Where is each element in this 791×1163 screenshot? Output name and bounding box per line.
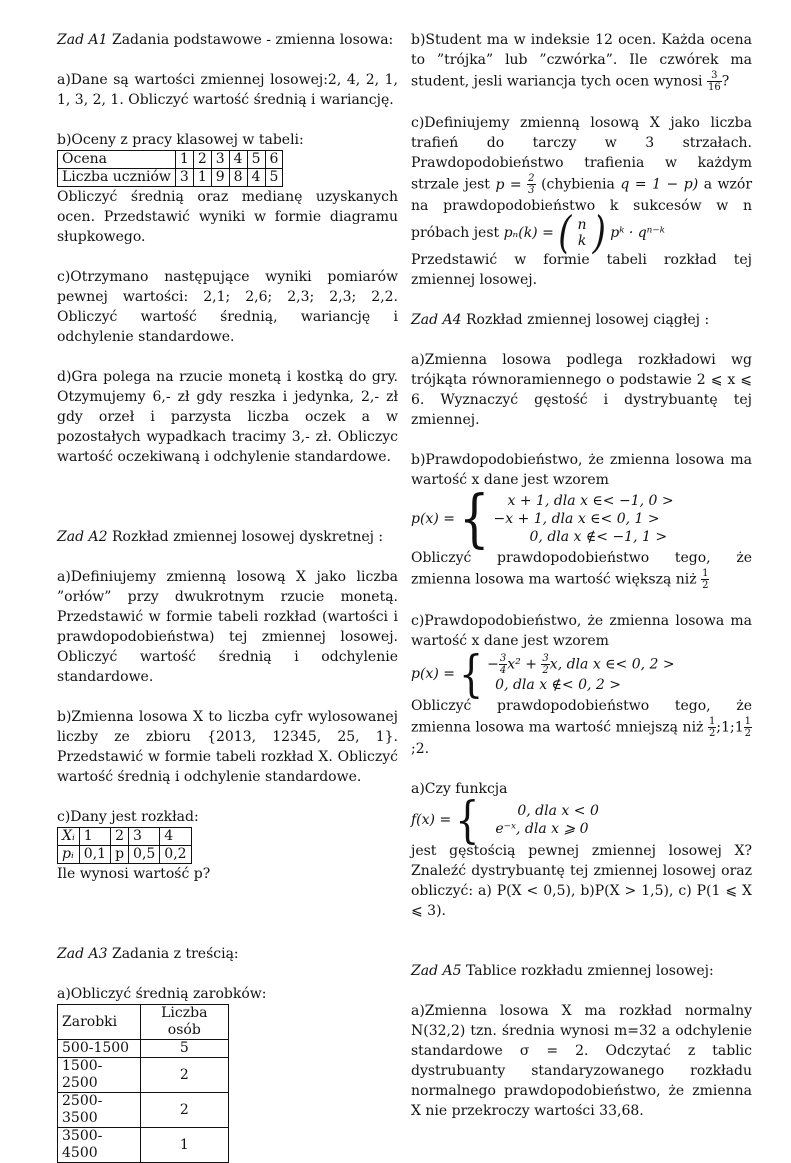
table-cell: 2 (140, 1093, 228, 1128)
salary-header-row (58, 1005, 229, 1040)
p-equation: p = $\frac{2}{3}$ (495, 173, 535, 196)
a1-part-c: c)Otrzymano następujące wyniki pomiarów pewnej wartości: 2,1; 2,6; 2,3; 2,3; 2,2. Obliczyć wartość średnią, wariancję i odchylenie standardowe. (57, 269, 398, 345)
table-cell: 5 (247, 151, 265, 169)
table-header-cell: Liczba osób (140, 1005, 228, 1040)
table-cell: 2 (140, 1058, 228, 1093)
fraction: $\frac{3}{16}$ (708, 70, 721, 93)
a1-heading (57, 30, 398, 50)
a4-part-d-intro: a)Czy funkcja (411, 781, 508, 797)
a4-part-c-task: Obliczyć prawdopodobieństwo tego, że zmienna losowa ma wartość mniejszą niż $\frac{1}{2}$ ;1;1 $\frac{1}{2}$ ;2. (411, 698, 752, 757)
distribution-row-p (58, 846, 192, 864)
a1-part-d: d)Gra polega na rzucie monetą i kostką do gry. Otzymujemy 6,- zł gdy reszka i jedynka, 2,- zł gdy orzeł i parzysta liczba oczek a w pozostałych wypadkach tracimy 3,- zł. Obliczyc wartość oczekiwaną i odchylenie standardowe. (57, 369, 398, 465)
table-row (58, 1128, 229, 1163)
a2-heading (57, 527, 398, 547)
a4-part-d-task: jest gęstością pewnej zmiennej losowej X? Znaleźć dystrybuantę tej zmiennej losowej oraz obliczyć: a) P(X < 0,5), b)P(X > 1,5), c) P(1 ⩽ X ⩽ 3). (411, 843, 752, 919)
table-cell: Xᵢ (58, 828, 80, 846)
a2-part-b: b)Zmienna losowa X to liczba cyfr wylosowanej liczby ze zbioru {2013, 12345, 25, 1}. Przedstawić w formie tabeli rozkład X. Obliczyć wartość średnią i odchylenie standardowe. (57, 709, 398, 785)
a3-part-a-intro: a)Obliczyć średnią zarobków: (57, 986, 267, 1002)
table-cell: 0,2 (160, 846, 191, 864)
table-cell: 9 (211, 169, 229, 187)
fraction: $\frac{3}{4}$ (499, 653, 507, 676)
table-cell: 5 (265, 169, 283, 187)
salary-table (57, 1004, 229, 1163)
a1-part-a: a)Dane są wartości zmiennej losowej:2, 4, 2, 1, 1, 3, 2, 1. Obliczyć wartość średnią i wariancję. (57, 72, 398, 108)
table-row (58, 1093, 229, 1128)
piecewise-cases: − $\frac{3}{4}$ x² + $\frac{3}{2}$ x, dla x ∈< 0, 2 > 0, dla x ∉< 0, 2 > (487, 653, 675, 693)
a4-part-b-task: Obliczyć prawdopodobieństwo tego, że zmienna losowa ma wartość większą niż $\frac{1}{2}$ (411, 550, 752, 591)
table-cell: 3 (129, 828, 160, 846)
table-header-cell: Zarobki (58, 1005, 141, 1040)
a3-heading (57, 944, 398, 964)
a3-part-b-text: b)Student ma w indeksie 12 ocen. Każda ocena to ”trójka” lub ”czwórka”. Ile czwórek ma student, jesli wariancja tych ocen wynosi (411, 32, 752, 90)
grades-row-grade (58, 151, 283, 169)
binomial-coefficient: ( n k ) (558, 207, 606, 259)
a1-title: Zadania podstawowe - zmienna losowa: (111, 32, 394, 48)
fraction: $\frac{2}{3}$ (528, 173, 535, 196)
distribution-row-x (58, 828, 192, 846)
piecewise-cases: 0, dla x < 0 e⁻ˣ, dla x ⩾ 0 (495, 803, 599, 837)
table-cell: 6 (265, 151, 283, 169)
a4-label: Zad A4 (411, 312, 462, 328)
table-cell: Liczba uczniów (58, 169, 176, 187)
a2-part-a: a)Definiujemy zmienną losową X jako liczba ”orłów” przy dwukrotnym rzucie monetą. Przedstawić w formie tabeli rozkład (wartości i prawdopodobieństwa) tej zmiennej losowej. Obliczyć wartość średnią i odchylenie standardowe. (57, 569, 398, 685)
table-cell: 1 (79, 828, 110, 846)
a4-title: Rozkład zmiennej losowej ciągłej : (465, 312, 710, 328)
fraction: $\frac{1}{2}$ (702, 568, 709, 591)
a1-part-b-task: Obliczyć średnią oraz medianę uzyskanych ocen. Przedstawić wyniki w formie diagramu słupkowego. (57, 189, 398, 245)
table-cell: 3 (211, 151, 229, 169)
table-row (58, 1058, 229, 1093)
table-cell: 4 (247, 169, 265, 187)
table-cell: pᵢ (58, 846, 80, 864)
table-cell: 1 (140, 1128, 228, 1163)
a2-label: Zad A2 (57, 529, 108, 545)
grades-table (57, 150, 283, 187)
table-cell: 2 (193, 151, 211, 169)
left-column (57, 30, 398, 1163)
grades-row-count (58, 169, 283, 187)
table-cell: 8 (229, 169, 247, 187)
a4-heading (411, 310, 752, 330)
table-cell: 5 (140, 1040, 228, 1058)
table-cell: 500-1500 (58, 1040, 141, 1058)
a2-title: Rozkład zmiennej losowej dyskretnej : (111, 529, 384, 545)
a4-part-b-intro: b)Prawdopodobieństwo, że zmienna losowa ma wartość x dane jest wzorem (411, 452, 752, 488)
table-cell: 2500-3500 (58, 1093, 141, 1128)
brace: { (458, 644, 484, 703)
a1-part-b-intro: b)Oceny z pracy klasowej w tabeli: (57, 132, 304, 148)
fraction: $\frac{1}{2}$ (709, 716, 716, 739)
table-cell: 3 (175, 169, 193, 187)
a2-part-c-question: Ile wynosi wartość p? (57, 866, 211, 882)
brace: { (455, 791, 480, 849)
binomial-formula: pₙ(k) = ( n k ) pᵏ · qⁿ⁻ᵏ (503, 207, 665, 259)
table-cell: 1 (175, 151, 193, 169)
table-cell: 1500-2500 (58, 1058, 141, 1093)
a2-part-c-intro: c)Dany jest rozkład: (57, 809, 199, 825)
brace: { (458, 482, 490, 556)
a5-part-a: a)Zmienna losowa X ma rozkład normalny N(32,2) tzn. średnia wynosi m=32 a odchylenie standardowe σ = 2. Odczytać z tablic dystrubuanty standaryzowanego rozkładu normalnego prawdopodobieństwo, że zmienna X nie przekroczy wartości 33,68. (411, 1003, 752, 1119)
table-cell: 2 (111, 828, 129, 846)
distribution-table (57, 827, 192, 864)
a3-label: Zad A3 (57, 946, 108, 962)
a5-label: Zad A5 (411, 963, 462, 979)
piecewise-d: f(x) = { 0, dla x < 0 e⁻ˣ, dla x ⩾ 0 (411, 791, 599, 849)
piecewise-cases: x + 1, dla x ∈< −1, 0 > −x + 1, dla x ∈< 0, 1 > 0, dla x ∉< −1, 1 > (493, 493, 674, 545)
table-cell: 0,5 (129, 846, 160, 864)
table-cell: Ocena (58, 151, 176, 169)
piecewise-c: p(x) = { − $\frac{3}{4}$ x² + $\frac{3}{2}$ x, dla x ∈< 0, 2 > 0, dla x ∉< 0, 2 > (411, 644, 675, 703)
table-cell: p (111, 846, 129, 864)
right-column (411, 30, 752, 1121)
table-cell: 0,1 (79, 846, 110, 864)
a5-title: Tablice rozkładu zmiennej losowej: (465, 963, 714, 979)
a3-part-c: c)Definiujemy zmienną losową X jako liczba trafień do tarczy w 3 strzałach. Prawdopodobieństwo trafienia w każdym strzale jest p = $\frac{2}{3}$ (chybienia q = 1 − p) a wzór na prawdopodobieństwo k sukcesów w n próbach jest pₙ(k) = ( n k ) pᵏ · qⁿ⁻ᵏ Przedstawić w formie tabeli rozkład tej zmiennej losowej. (411, 115, 753, 288)
table-cell: 3500-4500 (58, 1128, 141, 1163)
a3-part-b: b)Student ma w indeksie 12 ocen. Każda ocena to ”trójka” lub ”czwórka”. Ile czwórek ma student, jesli wariancja tych ocen wynosi $\frac{3}{16}$ ? (411, 32, 752, 93)
a1-label: Zad A1 (57, 32, 108, 48)
piecewise-b: p(x) = { x + 1, dla x ∈< −1, 0 > −x + 1, dla x ∈< 0, 1 > 0, dla x ∉< −1, 1 > (411, 482, 674, 556)
table-cell: 4 (160, 828, 191, 846)
table-cell: 1 (193, 169, 211, 187)
fraction: $\frac{1}{2}$ (744, 716, 751, 739)
a5-heading (411, 961, 752, 981)
q-equation: q = 1 − p) (620, 176, 699, 193)
table-cell: 4 (229, 151, 247, 169)
a4-part-c-intro: c)Prawdopodobieństwo, że zmienna losowa ma wartość x dane jest wzorem (411, 613, 752, 649)
table-row (58, 1040, 229, 1058)
a3-title: Zadania z treścią: (111, 946, 239, 962)
a4-part-a: a)Zmienna losowa podlega rozkładowi wg trójkąta równoramiennego o podstawie 2 ⩽ x ⩽ 6. Wyznaczyć gęstość i dystrybuantę tej zmiennej. (411, 352, 752, 428)
fraction: $\frac{3}{2}$ (542, 653, 549, 676)
